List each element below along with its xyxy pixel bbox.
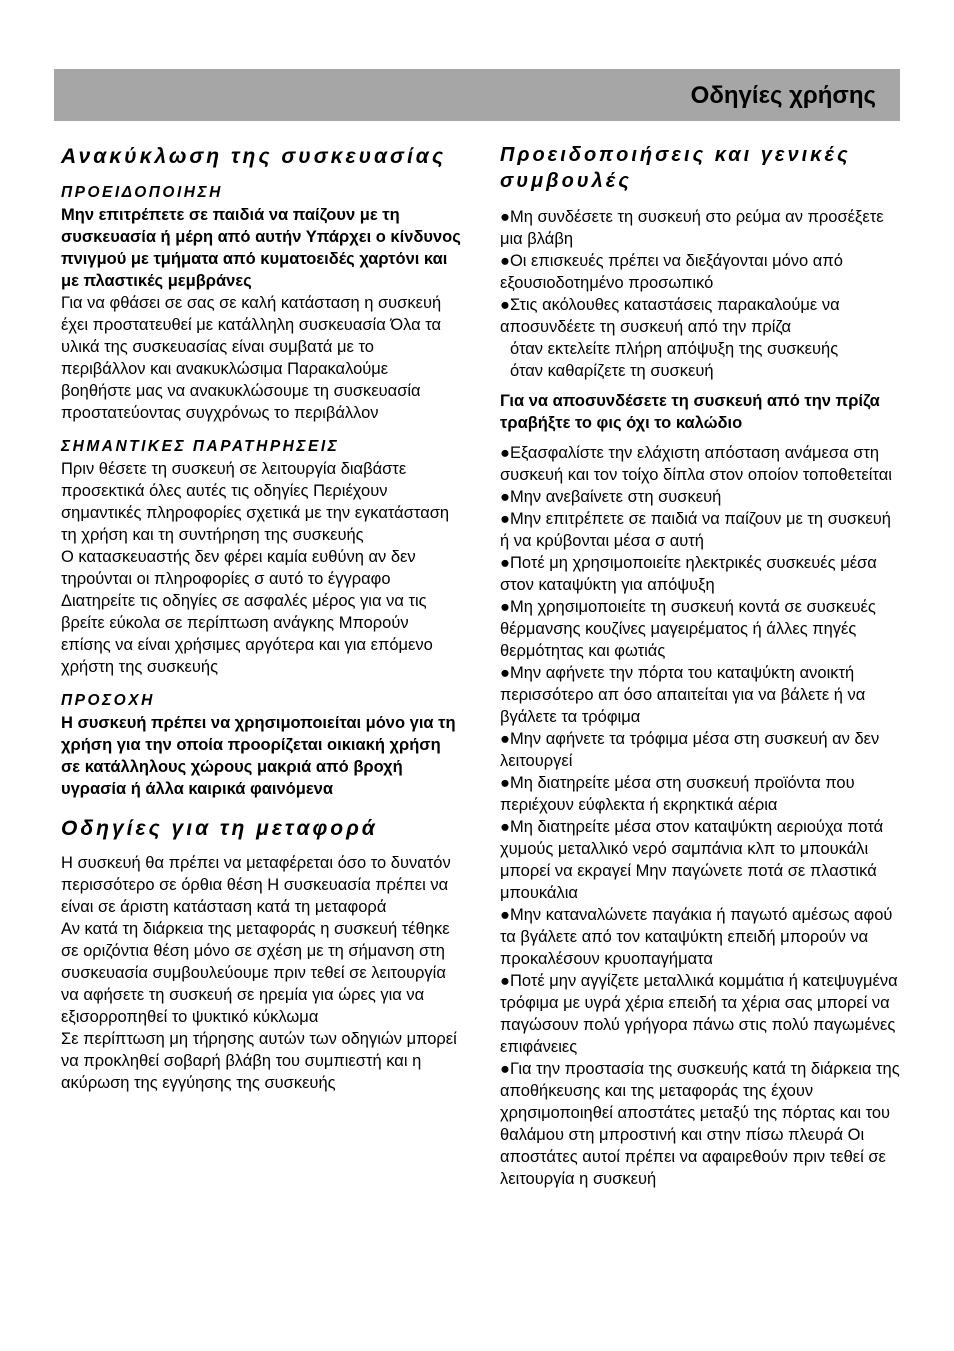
list-item: ●Για την προστασία της συσκευής κατά τη διάρκεια της αποθήκευσης και της μεταφοράς της έχουν χρησιμοποιηθεί αποστάτες μεταξύ της πόρτας και του θαλάμου στη μπροστινή και στην πίσω πλευρά Οι αποστάτες αυτοί πρέπει να αφαιρεθούν πριν τεθεί σε λειτουργία η συσκευή — [500, 1060, 900, 1188]
warnings-heading: Προειδοποιήσεις και γενικές συμβουλές — [500, 144, 851, 192]
list-item: ●Μην αφήνετε τα τρόφιμα μέσα στη συσκευή αν δεν λειτουργεί — [500, 730, 880, 770]
list-item: ●Μην καταναλώνετε παγάκια ή παγωτό αμέσως αφού τα βγάλετε από τον καταψύκτη επειδή μπορούν να προκαλέσουν κρυοπαγήματα — [500, 906, 893, 968]
list-item: ●Στις ακόλουθες καταστάσεις παρακαλούμε να αποσυνδέετε τη συσκευή από την πρίζα — [500, 296, 840, 336]
right-column — [500, 142, 900, 1190]
list-item: ●Ποτέ μη χρησιμοποιείτε ηλεκτρικές συσκευές μέσα στον καταψύκτη για απόψυξη — [500, 554, 877, 594]
caution-label: ΠΡΟΣΟΧΗ — [61, 692, 155, 709]
warning-text: Μην επιτρέπετε σε παιδιά να παίζουν με τη συσκευασία ή μέρη από αυτήν Υπάρχει ο κίνδυνος πνιγμού με τμήματα από κυματοειδές χαρτόνι και με πλαστικές μεμβράνες — [61, 206, 461, 290]
important-notes-body-1: Πριν θέσετε τη συσκευή σε λειτουργία διαβάστε προσεκτικά όλες αυτές τις οδηγίες Περιέχουν σημαντικές πληροφορίες σχετικά με την εγκατάσταση τη χρήση και τη συντήρηση της συσκευής — [61, 460, 450, 544]
sub-list-item: όταν εκτελείτε πλήρη απόψυξη της συσκευής — [510, 340, 839, 358]
warning-label: ΠΡΟΕΙΔΟΠΟΙΗΣΗ — [61, 184, 223, 201]
recycling-body: Για να φθάσει σε σας σε καλή κατάσταση η συσκευή έχει προστατευθεί με κατάλληλη συσκευασία Όλα τα υλικά της συσκευασίας είναι συμβατά με το περιβάλλον και ανακυκλώσιμα Παρακαλούμε βοηθήστε μας να ανακυκλώσουμε τη συσκευασία προστατεύοντας συγχρόνως το περιβάλλον — [61, 294, 442, 422]
list-item: ●Μην επιτρέπετε σε παιδιά να παίζουν με τη συσκευή ή να κρύβονται μέσα σ αυτή — [500, 510, 891, 550]
list-item: ●Μη διατηρείτε μέσα στον καταψύκτη αεριούχα ποτά χυμούς μεταλλικό νερό σαμπάνια κλπ το μπουκάλι μπορεί να εκραγεί Μην παγώνετε ποτά σε πλαστικά μπουκάλια — [500, 818, 884, 902]
list-item: ●Μη διατηρείτε μέσα στη συσκευή προϊόντα που περιέχουν εύφλεκτα ή εκρηκτικά αέρια — [500, 774, 855, 814]
caution-text: Η συσκευή πρέπει να χρησιμοποιείται μόνο για τη χρήση για την οποία προορίζεται οικιακή χρήση σε κατάλληλους χώρους μακριά από βροχή υγρασία ή άλλα καιρικά φαινόμενα — [61, 714, 456, 798]
header-bar — [54, 69, 900, 121]
warnings-list-b — [500, 442, 900, 1190]
unplug-note: Για να αποσυνδέσετε τη συσκευή από την πρίζα τραβήξτε το φις όχι το καλώδιο — [500, 392, 880, 432]
transport-body-1: Η συσκευή θα πρέπει να μεταφέρεται όσο το δυνατόν περισσότερο σε όρθια θέση Η συσκευασία πρέπει να είναι σε άριστη κατάσταση κατά τη μεταφορά — [61, 854, 451, 916]
important-notes-label: ΣΗΜΑΝΤΙΚΕΣ ΠΑΡΑΤΗΡΗΣΕΙΣ — [61, 438, 340, 455]
transport-heading: Οδηγίες για τη μεταφορά — [61, 817, 378, 840]
transport-body-3: Σε περίπτωση μη τήρησης αυτών των οδηγιών μπορεί να προκληθεί σοβαρή βλάβη του συμπιεστή και η ακύρωση της εγγύησης της συσκευής — [61, 1030, 457, 1092]
warnings-list-a — [500, 206, 900, 382]
list-item: ●Μην ανεβαίνετε στη συσκευή — [500, 488, 722, 506]
list-item: ●Ποτέ μην αγγίζετε μεταλλικά κομμάτια ή κατεψυγμένα τρόφιμα με υγρά χέρια επειδή τα χέρια σας μπορεί να παγώσουν πολύ γρήγορα πάνω στις πολύ παγωμένες επιφάνειες — [500, 972, 898, 1056]
list-item: ●Οι επισκευές πρέπει να διεξάγονται μόνο από εξουσιοδοτημένο προσωπικό — [500, 252, 843, 292]
important-notes-body-2: Ο κατασκευαστής δεν φέρει καμία ευθύνη αν δεν τηρούνται οι πληροφορίες σ αυτό το έγγραφο Διατηρείτε τις οδηγίες σε ασφαλές μέρος για να τις βρείτε εύκολα σε περίπτωση ανάγκης Μπορούν επίσης να είναι χρήσιμες αργότερα και για επόμενο χρήστη της συσκευής — [61, 548, 433, 676]
list-item: ●Μη χρησιμοποιείτε τη συσκευή κοντά σε συσκευές θέρμανσης κουζίνες μαγειρέματος ή άλλες πηγές θερμότητας και φωτιάς — [500, 598, 876, 660]
left-column — [61, 142, 461, 1094]
sub-list-item: όταν καθαρίζετε τη συσκευή — [510, 362, 714, 380]
list-item: ●Μην αφήνετε την πόρτα του καταψύκτη ανοικτή περισσότερο απ όσο απαιτείται για να βάλετε ή να βγάλετε τα τρόφιμα — [500, 664, 866, 726]
page-title: Οδηγίες χρήσης — [690, 82, 876, 109]
recycling-heading: Ανακύκλωση της συσκευασίας — [61, 145, 447, 168]
list-item: ●Εξασφαλίστε την ελάχιστη απόσταση ανάμεσα στη συσκευή και τον τοίχο δίπλα στον οποίον τοποθετείται — [500, 444, 892, 484]
transport-body-2: Αν κατά τη διάρκεια της μεταφοράς η συσκευή τέθηκε σε οριζόντια θέση μόνο σε σχέση με τη σήμανση στη συσκευασία συμβουλεύουμε πριν τεθεί σε λειτουργία να αφήσετε τη συσκευή σε ηρεμία για ώρες για να εξισορροπηθεί το ψυκτικό κύκλωμα — [61, 920, 450, 1026]
list-item: ●Μη συνδέσετε τη συσκευή στο ρεύμα αν προσέξετε μια βλάβη — [500, 208, 884, 248]
